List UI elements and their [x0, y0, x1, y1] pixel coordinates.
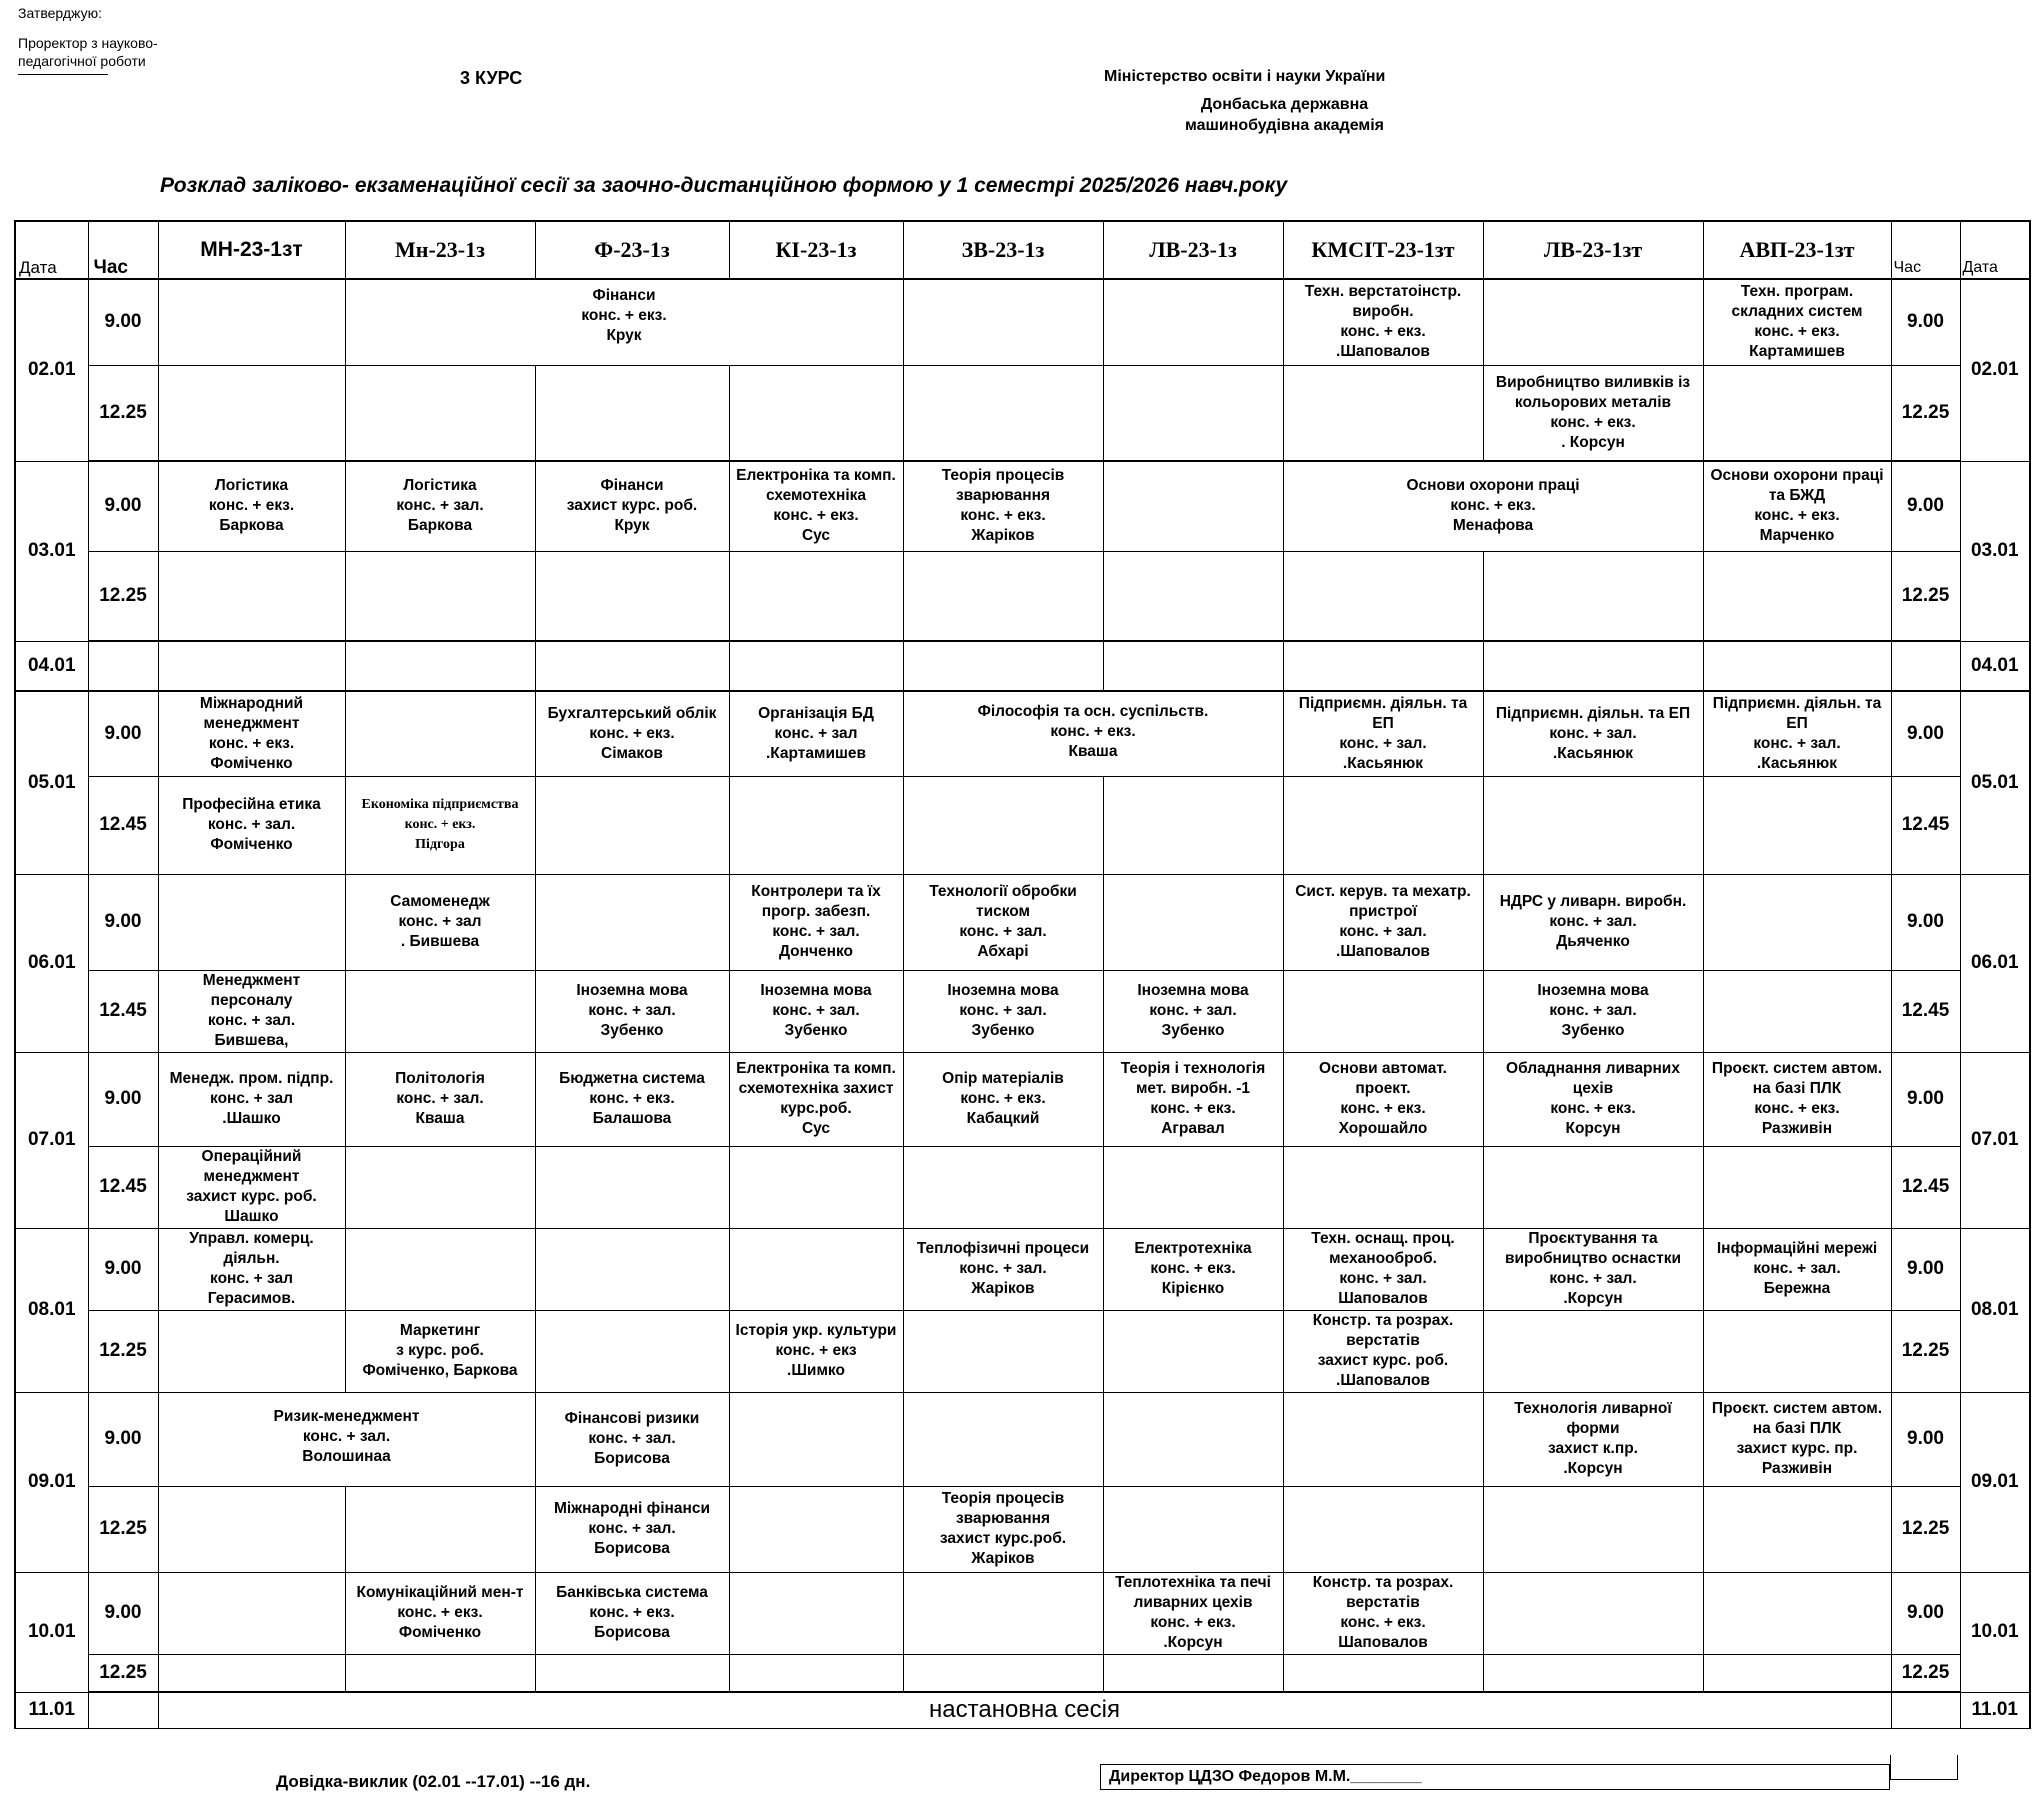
schedule-cell: [158, 1486, 345, 1572]
table-row: [15, 691, 2030, 776]
time-cell-right: 12.25: [1891, 365, 1960, 461]
time-cell: 9.00: [88, 874, 158, 970]
table-row: [15, 1572, 2030, 1654]
schedule-cell: [1103, 1486, 1283, 1572]
schedule-cell: Маркетинг з курс. роб. Фоміченко, Баркова: [345, 1310, 535, 1392]
schedule-cell: [1283, 551, 1483, 641]
date-cell-right: 02.01: [1960, 279, 2030, 461]
approve-label: Затверджую:: [18, 5, 102, 21]
date-cell: 03.01: [15, 461, 88, 641]
signature-line: [18, 70, 108, 75]
table-row: [15, 1146, 2030, 1228]
schedule-cell: Менеджмент персоналу конс. + зал. Бившева,: [158, 970, 345, 1052]
schedule-cell: Ризик-менеджмент конс. + зал. Волошинаа: [158, 1392, 535, 1486]
schedule-cell: [1283, 776, 1483, 874]
schedule-table: [14, 220, 2031, 1729]
approval-block: [18, 4, 158, 75]
schedule-cell: Констр. та розрах. верстатів захист курс. роб. .Шаповалов: [1283, 1310, 1483, 1392]
schedule-cell: [1283, 1654, 1483, 1692]
schedule-cell: [903, 1654, 1103, 1692]
schedule-cell: Логістика конс. + зал. Баркова: [345, 461, 535, 551]
schedule-cell: [903, 776, 1103, 874]
date-cell: 07.01: [15, 1052, 88, 1228]
schedule-cell: [903, 279, 1103, 365]
time-cell: 9.00: [88, 461, 158, 551]
page-title: Розклад заліково- екзаменаційної сесії за заочно-дистанційною формою у 1 семестрі 2025/2026 навч.року: [160, 174, 1288, 197]
schedule-cell: Основи охорони праці та БЖД конс. + екз. Марченко: [1703, 461, 1891, 551]
schedule-cell: [1483, 1654, 1703, 1692]
schedule-cell: [729, 776, 903, 874]
schedule-cell: Проєкт. систем автом. на базі ПЛК конс. + екз. Разживін: [1703, 1052, 1891, 1146]
schedule-cell: Філософія та осн. суспільств. конс. + екз. Кваша: [903, 691, 1283, 776]
schedule-cell: [345, 1146, 535, 1228]
schedule-cell: [1703, 1486, 1891, 1572]
schedule-cell: [345, 970, 535, 1052]
schedule-cell: Іноземна мова конс. + зал. Зубенко: [903, 970, 1103, 1052]
schedule-cell: [158, 279, 345, 365]
time-cell-right: [1891, 641, 1960, 691]
header-group-mn-23-1zt: МН-23-1зт: [158, 221, 345, 279]
date-cell-right: 06.01: [1960, 874, 2030, 1052]
schedule-cell: [1483, 641, 1703, 691]
date-cell-right: 11.01: [1960, 1692, 2030, 1728]
time-cell: 12.25: [88, 1486, 158, 1572]
course-label: 3 КУРС: [460, 68, 523, 88]
schedule-cell: Операційний менеджмент захист курс. роб. Шашко: [158, 1146, 345, 1228]
schedule-cell: Підприємн. діяльн. та ЕП конс. + зал. .Касьянюк: [1703, 691, 1891, 776]
schedule-cell: [1283, 1392, 1483, 1486]
schedule-cell: Фінансові ризики конс. + зал. Борисова: [535, 1392, 729, 1486]
schedule-cell: Підприємн. діяльн. та ЕП конс. + зал. .Касьянюк: [1283, 691, 1483, 776]
schedule-cell: Організація БД конс. + зал .Картамишев: [729, 691, 903, 776]
schedule-cell: [1703, 1572, 1891, 1654]
schedule-cell: Технологія ливарної форми захист к.пр. .Корсун: [1483, 1392, 1703, 1486]
schedule-cell: [345, 1486, 535, 1572]
header-group-f-23-1z: Ф-23-1з: [535, 221, 729, 279]
schedule-cell: Теплотехніка та печі ливарних цехів конс. + екз. .Корсун: [1103, 1572, 1283, 1654]
schedule-cell: [345, 551, 535, 641]
schedule-cell: [903, 1572, 1103, 1654]
table-row: [15, 970, 2030, 1052]
schedule-cell: [345, 1228, 535, 1310]
time-cell-right: 12.45: [1891, 776, 1960, 874]
approver-position-line2: педагогічної роботи: [18, 53, 146, 69]
time-cell-right: 12.25: [1891, 1654, 1960, 1692]
schedule-cell: [535, 1654, 729, 1692]
schedule-cell: Історія укр. культури конс. + екз .Шимко: [729, 1310, 903, 1392]
time-cell: 9.00: [88, 1392, 158, 1486]
time-cell: 9.00: [88, 1052, 158, 1146]
schedule-cell: [1703, 641, 1891, 691]
schedule-cell: [1283, 1486, 1483, 1572]
schedule-cell: [345, 365, 535, 461]
schedule-cell: [535, 641, 729, 691]
header-row: [15, 221, 2030, 279]
schedule-cell: Міжнародний менеджмент конс. + екз. Фоміченко: [158, 691, 345, 776]
header-group-kmsit-23-1zt: КМСІТ-23-1зт: [1283, 221, 1483, 279]
schedule-cell: Іноземна мова конс. + зал. Зубенко: [729, 970, 903, 1052]
date-cell-right: 07.01: [1960, 1052, 2030, 1228]
schedule-cell: [729, 641, 903, 691]
date-cell: 08.01: [15, 1228, 88, 1392]
schedule-cell: [158, 1572, 345, 1654]
schedule-cell: [1103, 1654, 1283, 1692]
schedule-cell: [903, 1146, 1103, 1228]
date-cell: 02.01: [15, 279, 88, 461]
schedule-cell: Комунікаційний мен-т конс. + екз. Фоміченко: [345, 1572, 535, 1654]
schedule-cell: Проєктування та виробництво оснастки конс. + зал. .Корсун: [1483, 1228, 1703, 1310]
table-row: [15, 1392, 2030, 1486]
time-cell-right: 9.00: [1891, 279, 1960, 365]
schedule-cell: [729, 1572, 903, 1654]
schedule-cell: Техн. програм. складних систем конс. + екз. Картамишев: [1703, 279, 1891, 365]
date-cell: 06.01: [15, 874, 88, 1052]
date-cell: 10.01: [15, 1572, 88, 1692]
schedule-cell: [1103, 551, 1283, 641]
schedule-cell: Логістика конс. + екз. Баркова: [158, 461, 345, 551]
schedule-cell: [535, 1228, 729, 1310]
time-cell: 9.00: [88, 1572, 158, 1654]
header-group-lv-23-1z: ЛВ-23-1з: [1103, 221, 1283, 279]
time-cell: 12.25: [88, 1310, 158, 1392]
schedule-cell: Самоменедж конс. + зал . Бившева: [345, 874, 535, 970]
schedule-cell: [1283, 1146, 1483, 1228]
header-group-lv-23-1zt: ЛВ-23-1зт: [1483, 221, 1703, 279]
table-row: [15, 776, 2030, 874]
date-cell: 11.01: [15, 1692, 88, 1728]
schedule-cell: Економіка підприємства конс. + екз. Підгора: [345, 776, 535, 874]
schedule-cell: [1283, 365, 1483, 461]
time-cell: 12.45: [88, 970, 158, 1052]
time-cell-right: 12.25: [1891, 1310, 1960, 1392]
schedule-cell: [1703, 874, 1891, 970]
time-cell-right: 9.00: [1891, 461, 1960, 551]
schedule-cell: Опір матеріалів конс. + екз. Кабацкий: [903, 1052, 1103, 1146]
schedule-cell: Теорія і технологія мет. виробн. -1 конс. + екз. Агравал: [1103, 1052, 1283, 1146]
schedule-cell: Політологія конс. + зал. Кваша: [345, 1052, 535, 1146]
schedule-cell: [903, 365, 1103, 461]
table-row: [15, 461, 2030, 551]
schedule-cell: [903, 1392, 1103, 1486]
time-cell-right: 9.00: [1891, 1392, 1960, 1486]
session-cell: настановна сесія: [158, 1692, 1891, 1728]
table-row: [15, 365, 2030, 461]
schedule-cell: [1103, 1146, 1283, 1228]
schedule-cell: [1703, 1310, 1891, 1392]
table-row: [15, 874, 2030, 970]
date-cell-right: 05.01: [1960, 691, 2030, 874]
schedule-cell: [1103, 874, 1283, 970]
schedule-cell: Іноземна мова конс. + зал. Зубенко: [1483, 970, 1703, 1052]
schedule-cell: Менедж. пром. підпр. конс. + зал .Шашко: [158, 1052, 345, 1146]
schedule-cell: [1103, 641, 1283, 691]
schedule-cell: [345, 691, 535, 776]
schedule-cell: [1703, 365, 1891, 461]
schedule-cell: [158, 641, 345, 691]
schedule-cell: Технології обробки тиском конс. + зал. Абхарі: [903, 874, 1103, 970]
schedule-cell: [1103, 461, 1283, 551]
time-cell-right: 9.00: [1891, 1228, 1960, 1310]
schedule-cell: Сист. керув. та мехатр. пристрої конс. + зал. .Шаповалов: [1283, 874, 1483, 970]
header-group-mn-23-1z: Мн-23-1з: [345, 221, 535, 279]
header-group-avp-23-1zt: АВП-23-1зт: [1703, 221, 1891, 279]
schedule-cell: Фінанси захист курс. роб. Крук: [535, 461, 729, 551]
header-group-ki-23-1z: КІ-23-1з: [729, 221, 903, 279]
table-tail-box: [1890, 1755, 1958, 1780]
schedule-cell: Виробництво виливків із кольорових металів конс. + екз. . Корсун: [1483, 365, 1703, 461]
time-cell-right: 12.45: [1891, 970, 1960, 1052]
schedule-cell: Іноземна мова конс. + зал. Зубенко: [1103, 970, 1283, 1052]
schedule-cell: [345, 1654, 535, 1692]
time-cell: 9.00: [88, 1228, 158, 1310]
schedule-cell: [1103, 1310, 1283, 1392]
schedule-cell: [158, 551, 345, 641]
schedule-cell: [158, 1654, 345, 1692]
schedule-cell: НДРС у ливарн. виробн. конс. + зал. Дьяченко: [1483, 874, 1703, 970]
schedule-cell: [1483, 551, 1703, 641]
schedule-cell: [1483, 1572, 1703, 1654]
ministry-label: Міністерство освіти і науки України: [1104, 68, 1386, 85]
director-signature: Директор ЦДЗО Федоров М.М.________: [1100, 1764, 1890, 1790]
schedule-cell: [729, 365, 903, 461]
table-row: [15, 641, 2030, 691]
schedule-cell: [158, 874, 345, 970]
schedule-cell: Обладнання ливарних цехів конс. + екз. Корсун: [1483, 1052, 1703, 1146]
table-row: [15, 279, 2030, 365]
schedule-cell: [158, 1310, 345, 1392]
schedule-cell: [1103, 1392, 1283, 1486]
date-cell-right: 08.01: [1960, 1228, 2030, 1392]
time-cell: 9.00: [88, 279, 158, 365]
schedule-cell: Бухгалтерський облік конс. + екз. Сімаков: [535, 691, 729, 776]
academy-line1: Донбаська державна: [1200, 96, 1369, 113]
schedule-cell: Проєкт. систем автом. на базі ПЛК захист курс. пр. Разживін: [1703, 1392, 1891, 1486]
schedule-cell: [729, 1486, 903, 1572]
table-row: [15, 1486, 2030, 1572]
schedule-cell: [1103, 776, 1283, 874]
schedule-cell: [1483, 1486, 1703, 1572]
date-cell-right: 03.01: [1960, 461, 2030, 641]
table-row: [15, 1654, 2030, 1692]
schedule-cell: Теплофізичні процеси конс. + зал. Жаріков: [903, 1228, 1103, 1310]
time-cell-right: 12.25: [1891, 1486, 1960, 1572]
schedule-cell: [535, 776, 729, 874]
time-cell: 12.45: [88, 1146, 158, 1228]
time-cell-right: 12.45: [1891, 1146, 1960, 1228]
header-time: Час: [88, 221, 158, 279]
schedule-cell: [535, 1146, 729, 1228]
date-cell-right: 10.01: [1960, 1572, 2030, 1692]
time-cell: 9.00: [88, 691, 158, 776]
date-cell: 04.01: [15, 641, 88, 691]
schedule-cell: Інформаційні мережі конс. + зал. Бережна: [1703, 1228, 1891, 1310]
date-cell-right: 09.01: [1960, 1392, 2030, 1572]
schedule-cell: Управл. комерц. діяльн. конс. + зал Герасимов.: [158, 1228, 345, 1310]
time-cell-right: 9.00: [1891, 1572, 1960, 1654]
schedule-cell: [729, 1654, 903, 1692]
schedule-cell: [1103, 365, 1283, 461]
academy-label: [1185, 94, 1384, 136]
schedule-cell: Основи охорони праці конс. + екз. Менафова: [1283, 461, 1703, 551]
time-cell: [88, 1692, 158, 1728]
schedule-cell: Основи автомат. проект. конс. + екз. Хорошайло: [1283, 1052, 1483, 1146]
approver-position-line1: Проректор з науково-: [18, 35, 158, 51]
date-cell: 05.01: [15, 691, 88, 874]
schedule-cell: [535, 365, 729, 461]
schedule-cell: [1483, 279, 1703, 365]
date-cell-right: 04.01: [1960, 641, 2030, 691]
schedule-cell: Фінанси конс. + екз. Крук: [345, 279, 903, 365]
schedule-cell: [1483, 776, 1703, 874]
schedule-cell: [1703, 551, 1891, 641]
schedule-cell: Міжнародні фінанси конс. + зал. Борисова: [535, 1486, 729, 1572]
date-cell: 09.01: [15, 1392, 88, 1572]
schedule-cell: Бюджетна система конс. + екз. Балашова: [535, 1052, 729, 1146]
time-cell-right: 9.00: [1891, 874, 1960, 970]
schedule-cell: [903, 551, 1103, 641]
table-row: [15, 551, 2030, 641]
schedule-cell: [535, 1310, 729, 1392]
schedule-cell: [729, 551, 903, 641]
schedule-cell: [729, 1228, 903, 1310]
table-row: [15, 1228, 2030, 1310]
reference-note: Довідка-виклик (02.01 --17.01) --16 дн.: [276, 1772, 591, 1791]
time-cell-right: [1891, 1692, 1960, 1728]
header-group-zv-23-1z: ЗВ-23-1з: [903, 221, 1103, 279]
header-time-right: Час: [1891, 221, 1960, 279]
schedule-cell: [158, 365, 345, 461]
schedule-cell: Іноземна мова конс. + зал. Зубенко: [535, 970, 729, 1052]
schedule-cell: Електроніка та комп. схемотехніка конс. + екз. Сус: [729, 461, 903, 551]
schedule-cell: [1483, 1310, 1703, 1392]
table-row: [15, 1692, 2030, 1728]
schedule-cell: [535, 874, 729, 970]
schedule-cell: Контролери та їх прогр. забезп. конс. + зал. Донченко: [729, 874, 903, 970]
time-cell: 12.25: [88, 365, 158, 461]
schedule-cell: [1103, 279, 1283, 365]
schedule-cell: [729, 1146, 903, 1228]
schedule-cell: Електротехніка конс. + екз. Кірієнко: [1103, 1228, 1283, 1310]
schedule-cell: [1703, 1146, 1891, 1228]
schedule-cell: [1703, 1654, 1891, 1692]
schedule-cell: [1703, 776, 1891, 874]
academy-line2: машинобудівна академія: [1185, 117, 1385, 134]
time-cell: 12.25: [88, 1654, 158, 1692]
schedule-cell: [903, 1310, 1103, 1392]
time-cell: [88, 641, 158, 691]
time-cell-right: 12.25: [1891, 551, 1960, 641]
schedule-cell: Професійна етика конс. + зал. Фоміченко: [158, 776, 345, 874]
schedule-cell: [345, 641, 535, 691]
schedule-cell: [1283, 970, 1483, 1052]
schedule-cell: Констр. та розрах. верстатів конс. + екз. Шаповалов: [1283, 1572, 1483, 1654]
schedule-cell: Техн. верстатоінстр. виробн. конс. + екз. .Шаповалов: [1283, 279, 1483, 365]
time-cell-right: 9.00: [1891, 1052, 1960, 1146]
table-row: [15, 1052, 2030, 1146]
schedule-cell: Банківська система конс. + екз. Борисова: [535, 1572, 729, 1654]
table-row: [15, 1310, 2030, 1392]
schedule-cell: Електроніка та комп. схемотехніка захист курс.роб. Сус: [729, 1052, 903, 1146]
time-cell: 12.25: [88, 551, 158, 641]
header-date-right: Дата: [1960, 221, 2030, 279]
schedule-cell: [903, 641, 1103, 691]
schedule-cell: [1703, 970, 1891, 1052]
schedule-cell: [729, 1392, 903, 1486]
header-date: Дата: [15, 221, 88, 279]
schedule-cell: Теорія процесів зварювання конс. + екз. Жаріков: [903, 461, 1103, 551]
time-cell-right: 9.00: [1891, 691, 1960, 776]
schedule-cell: Підприємн. діяльн. та ЕП конс. + зал. .Касьянюк: [1483, 691, 1703, 776]
schedule-cell: Техн. оснащ. проц. механооброб. конс. + зал. Шаповалов: [1283, 1228, 1483, 1310]
time-cell: 12.45: [88, 776, 158, 874]
schedule-cell: [535, 551, 729, 641]
schedule-cell: [1483, 1146, 1703, 1228]
schedule-cell: Теорія процесів зварювання захист курс.роб. Жаріков: [903, 1486, 1103, 1572]
schedule-cell: [1283, 641, 1483, 691]
